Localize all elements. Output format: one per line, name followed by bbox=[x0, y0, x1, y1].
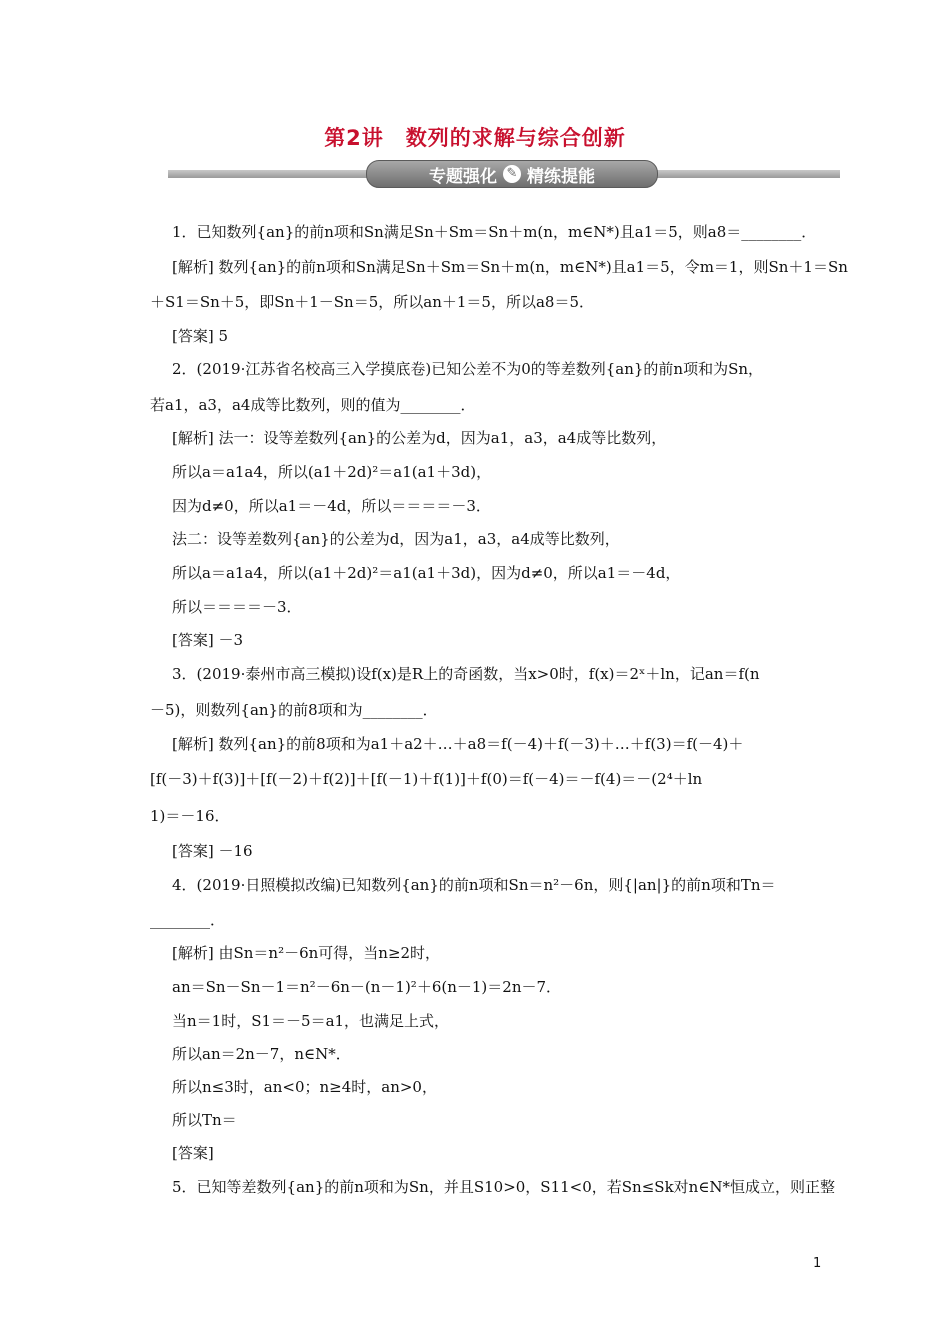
practice-badge-icon: ✎ bbox=[503, 165, 521, 183]
text-line: 所以＝＝＝＝－3． bbox=[172, 598, 302, 616]
text-line: 所以an＝2n－7，n∈N*． bbox=[172, 1045, 351, 1063]
text-line: 所以Tn＝ bbox=[172, 1111, 237, 1129]
banner-left-label: 专题强化 bbox=[429, 166, 497, 187]
section-banner bbox=[168, 160, 840, 186]
text-line: ＋S1＝Sn＋5，即Sn＋1－Sn＝5，所以an＋1＝5，所以a8＝5． bbox=[150, 293, 594, 311]
text-line: an＝Sn－Sn－1＝n²－6n－(n－1)²＋6(n－1)＝2n－7． bbox=[172, 978, 562, 996]
text-line: [答案] －3 bbox=[172, 631, 244, 649]
text-line: 3．(2019·泰州市高三模拟)设f(x)是R上的奇函数，当x>0时，f(x)＝2ˣ＋ln，记an＝f(n bbox=[172, 665, 760, 683]
text-line: －5)，则数列{an}的前8项和为________． bbox=[150, 701, 438, 719]
text-line: [答案] －16 bbox=[172, 842, 253, 860]
text-line: 法二：设等差数列{an}的公差为d，因为a1，a3，a4成等比数列， bbox=[172, 530, 620, 548]
text-line: [f(－3)＋f(3)]＋[f(－2)＋f(2)]＋[f(－1)＋f(1)]＋f(0)＝f(－4)＝－f(4)＝－(2⁴＋ln bbox=[150, 770, 703, 788]
text-line: 所以a＝a1a4，所以(a1＋2d)²＝a1(a1＋3d)，因为d≠0，所以a1＝－4d， bbox=[172, 564, 681, 582]
text-line: [解析] 法一：设等差数列{an}的公差为d，因为a1，a3，a4成等比数列， bbox=[172, 429, 667, 447]
text-line: [答案] 5 bbox=[172, 327, 229, 345]
banner-right-label: 精练提能 bbox=[527, 166, 595, 187]
text-line: [解析] 由Sn＝n²－6n可得，当n≥2时， bbox=[172, 944, 441, 962]
text-line: ________． bbox=[150, 911, 226, 929]
page-title: 第2讲 数列的求解与综合创新 bbox=[324, 126, 626, 150]
text-line: 5．已知等差数列{an}的前n项和为Sn，并且S10>0，S11<0，若Sn≤Sk对n∈N*恒成立，则正整 bbox=[172, 1178, 836, 1196]
text-line: [解析] 数列{an}的前n项和Sn满足Sn＋Sm＝Sn＋m(n，m∈N*)且a1＝5，令m＝1，则Sn＋1＝Sn bbox=[172, 258, 848, 276]
text-line: 若a1，a3，a4成等比数列，则的值为________． bbox=[150, 396, 476, 414]
banner-pill bbox=[366, 160, 658, 188]
text-line: [解析] 数列{an}的前8项和为a1＋a2＋…＋a8＝f(－4)＋f(－3)＋…＋f(3)＝f(－4)＋ bbox=[172, 735, 744, 753]
text-line: 2．(2019·江苏省名校高三入学摸底卷)已知公差不为0的等差数列{an}的前n项和为Sn， bbox=[172, 360, 764, 378]
text-line: [答案] bbox=[172, 1144, 214, 1162]
text-line: 1．已知数列{an}的前n项和Sn满足Sn＋Sm＝Sn＋m(n，m∈N*)且a1＝5，则a8＝________． bbox=[172, 223, 817, 241]
text-line: 所以n≤3时，an<0；n≥4时，an>0， bbox=[172, 1078, 437, 1096]
text-line: 4．(2019·日照模拟改编)已知数列{an}的前n项和Sn＝n²－6n，则{|an|}的前n项和Tn＝ bbox=[172, 876, 776, 894]
text-line: 1)＝－16． bbox=[150, 807, 230, 825]
text-line: 所以a＝a1a4，所以(a1＋2d)²＝a1(a1＋3d)， bbox=[172, 463, 492, 481]
page-number: 1 bbox=[813, 1256, 822, 1271]
text-line: 当n＝1时，S1＝－5＝a1，也满足上式， bbox=[172, 1012, 450, 1030]
text-line: 因为d≠0，所以a1＝－4d，所以＝＝＝＝－3． bbox=[172, 497, 491, 515]
